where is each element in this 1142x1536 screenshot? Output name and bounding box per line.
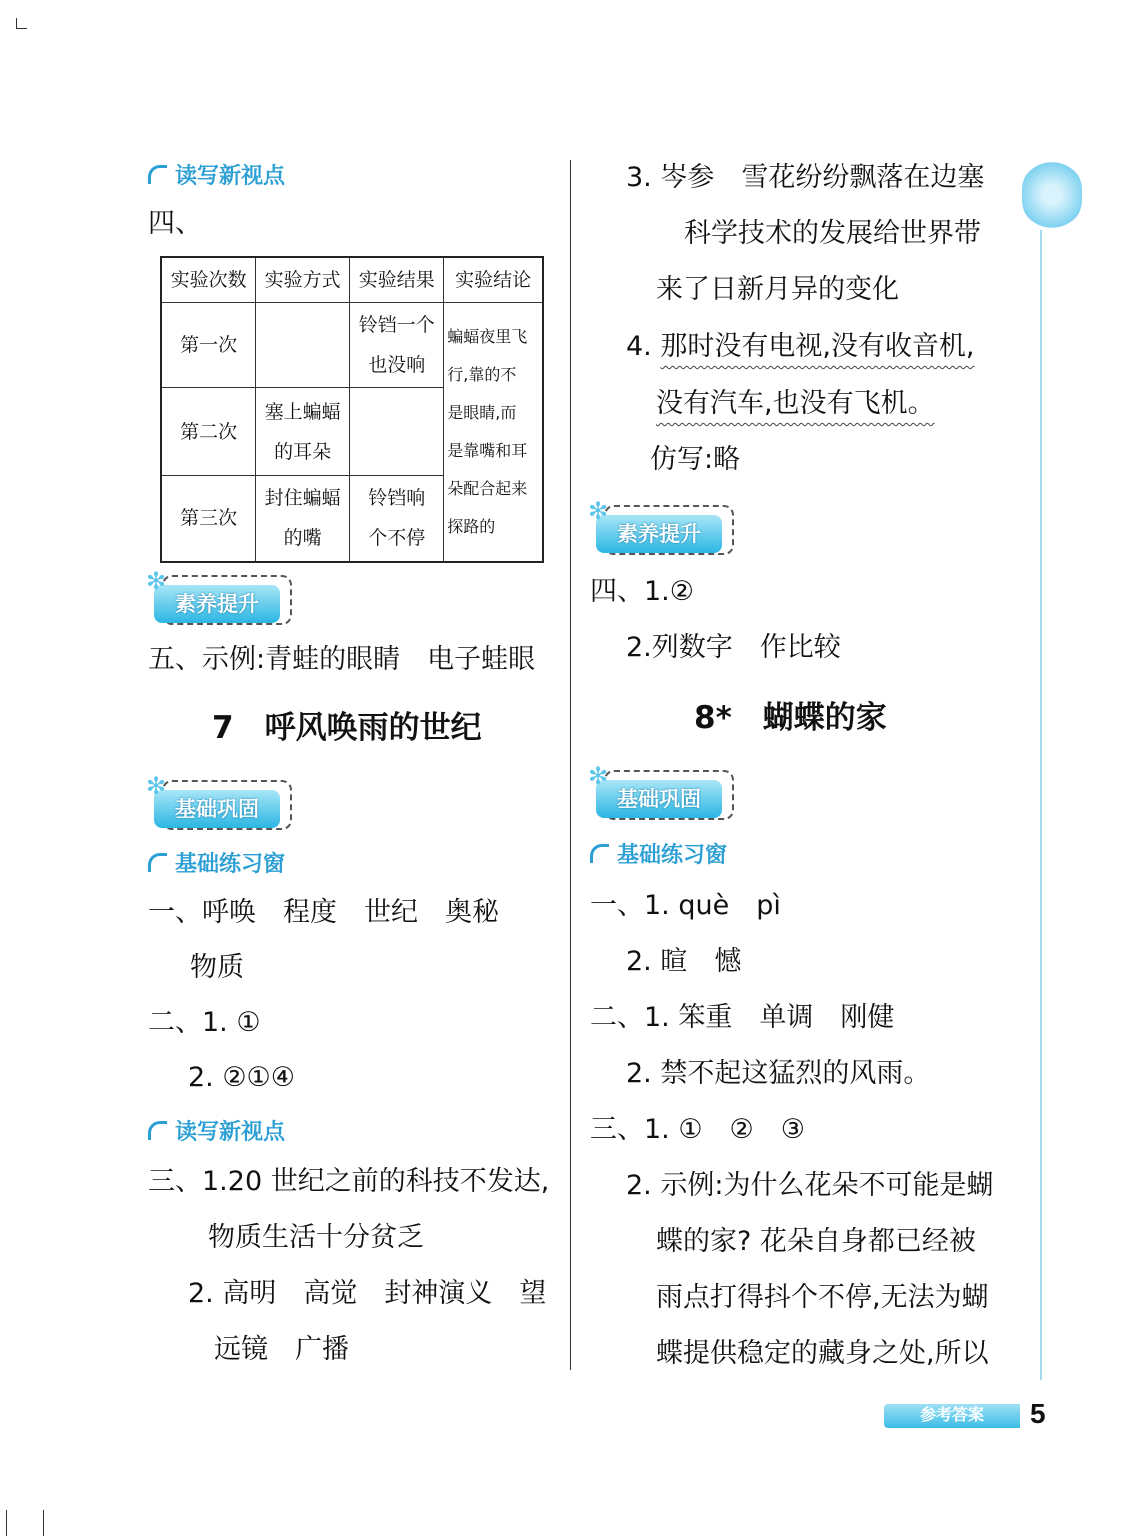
answer-line: 4. 那时没有电视,没有收音机,: [626, 331, 975, 362]
badge-suyang-tisheng: [588, 497, 736, 563]
lesson-7-title: 7 呼风唤雨的世纪: [212, 710, 482, 746]
badge-jichu-gonggu: [588, 762, 736, 828]
badge-jichu-gonggu: [146, 772, 294, 838]
answer-line: 二、1. ①: [148, 1007, 261, 1038]
answer-line: 物质生活十分贫乏: [208, 1222, 424, 1253]
table-cell: 第一次: [161, 303, 256, 388]
table-cell: 塞上蝙蝠 的耳朵: [256, 388, 350, 476]
answer-line: 雨点打得抖个不停,无法为蝴: [656, 1282, 989, 1313]
answer-line: 蝶的家? 花朵自身都已经被: [656, 1226, 976, 1257]
snowflake-icon: ✻: [588, 497, 609, 525]
snowflake-icon: ✻: [146, 567, 167, 595]
answer-line: 三、1.20 世纪之前的科技不发达,: [148, 1166, 550, 1197]
badge-suyang-tisheng: [146, 567, 294, 633]
answer-line: 三、1. ① ② ③: [590, 1114, 805, 1145]
answer-line: 一、呼唤 程度 世纪 奥秘: [148, 897, 499, 928]
table-cell: 第三次: [161, 476, 256, 562]
answer-line: 一、1. què pì: [590, 890, 781, 921]
arc-icon: [590, 844, 609, 863]
section-dushu-xinshidian: 读写新视点: [148, 1120, 285, 1146]
answer-line: 四、1.②: [590, 576, 694, 607]
answer-line: 没有汽车,也没有飞机。: [656, 388, 935, 419]
table-cell: 第二次: [161, 388, 256, 476]
arc-icon: [148, 853, 167, 872]
answer-line: 3. 岑参 雪花纷纷飘落在边塞: [626, 162, 985, 193]
answer-line: 二、1. 笨重 单调 刚健: [590, 1002, 895, 1033]
table-cell: 铃铛响 个不停: [350, 476, 444, 562]
answer-line: 远镜 广播: [214, 1334, 349, 1365]
table-header: 实验方式: [256, 257, 350, 303]
answer-line: 蝶提供稳定的藏身之处,所以: [656, 1338, 989, 1369]
corner-decoration: [1022, 160, 1082, 230]
column-divider: [570, 160, 571, 1370]
answer-line: 2. 高明 高觉 封神演义 望: [188, 1278, 547, 1309]
lesson-8-title: 8* 蝴蝶的家: [694, 700, 887, 736]
section-dushu-xinshidian: 读写新视点: [148, 164, 285, 190]
arc-icon: [148, 165, 167, 184]
answer-line: 物质: [190, 952, 244, 983]
arc-icon: [148, 1121, 167, 1140]
table-header: 实验结论: [444, 257, 543, 303]
table-cell: [350, 388, 444, 476]
badge-label: 素养提升: [596, 515, 722, 553]
crop-mark-bottom-left: [6, 1510, 44, 1536]
margin-rule: [1040, 230, 1042, 1380]
conclusion-cell: 蝙蝠夜里飞 行,靠的不 是眼睛,而 是靠嘴和耳 朵配合起来 探路的: [444, 303, 543, 562]
snowflake-icon: ✻: [588, 762, 609, 790]
wavy-underline-text: 那时没有电视,没有收音机,: [660, 331, 975, 362]
section-jichu-lianxi: 基础练习窗: [590, 843, 727, 869]
answer-line: 2. ②①④: [188, 1062, 295, 1093]
badge-label: 基础巩固: [154, 790, 280, 828]
table-cell: [256, 303, 350, 388]
answer-line: 2. 示例:为什么花朵不可能是蝴: [626, 1170, 994, 1201]
table-cell: 铃铛一个 也没响: [350, 303, 444, 388]
snowflake-icon: ✻: [146, 772, 167, 800]
badge-label: 基础巩固: [596, 780, 722, 818]
experiment-table: [160, 256, 544, 563]
section-jichu-lianxi: 基础练习窗: [148, 852, 285, 878]
badge-label: 素养提升: [154, 585, 280, 623]
answer-line: 2. 暄 憾: [626, 946, 742, 977]
page-number: 5: [1030, 1398, 1046, 1429]
answer-line: 2.列数字 作比较: [626, 632, 841, 663]
crop-mark-top-left: [16, 18, 27, 29]
table-header: 实验结果: [350, 257, 444, 303]
answer-line: 仿写:略: [650, 444, 741, 475]
question-4-heading: 四、: [148, 208, 202, 239]
answer-line: 五、示例:青蛙的眼睛 电子蛙眼: [148, 644, 536, 675]
table-header: 实验次数: [161, 257, 256, 303]
table-cell: 封住蝙蝠 的嘴: [256, 476, 350, 562]
answer-line: 来了日新月异的变化: [656, 274, 899, 305]
answer-line: 科学技术的发展给世界带: [684, 218, 981, 249]
answer-line: 2. 禁不起这猛烈的风雨。: [626, 1058, 931, 1089]
footer-label: 参考答案: [884, 1404, 1020, 1428]
